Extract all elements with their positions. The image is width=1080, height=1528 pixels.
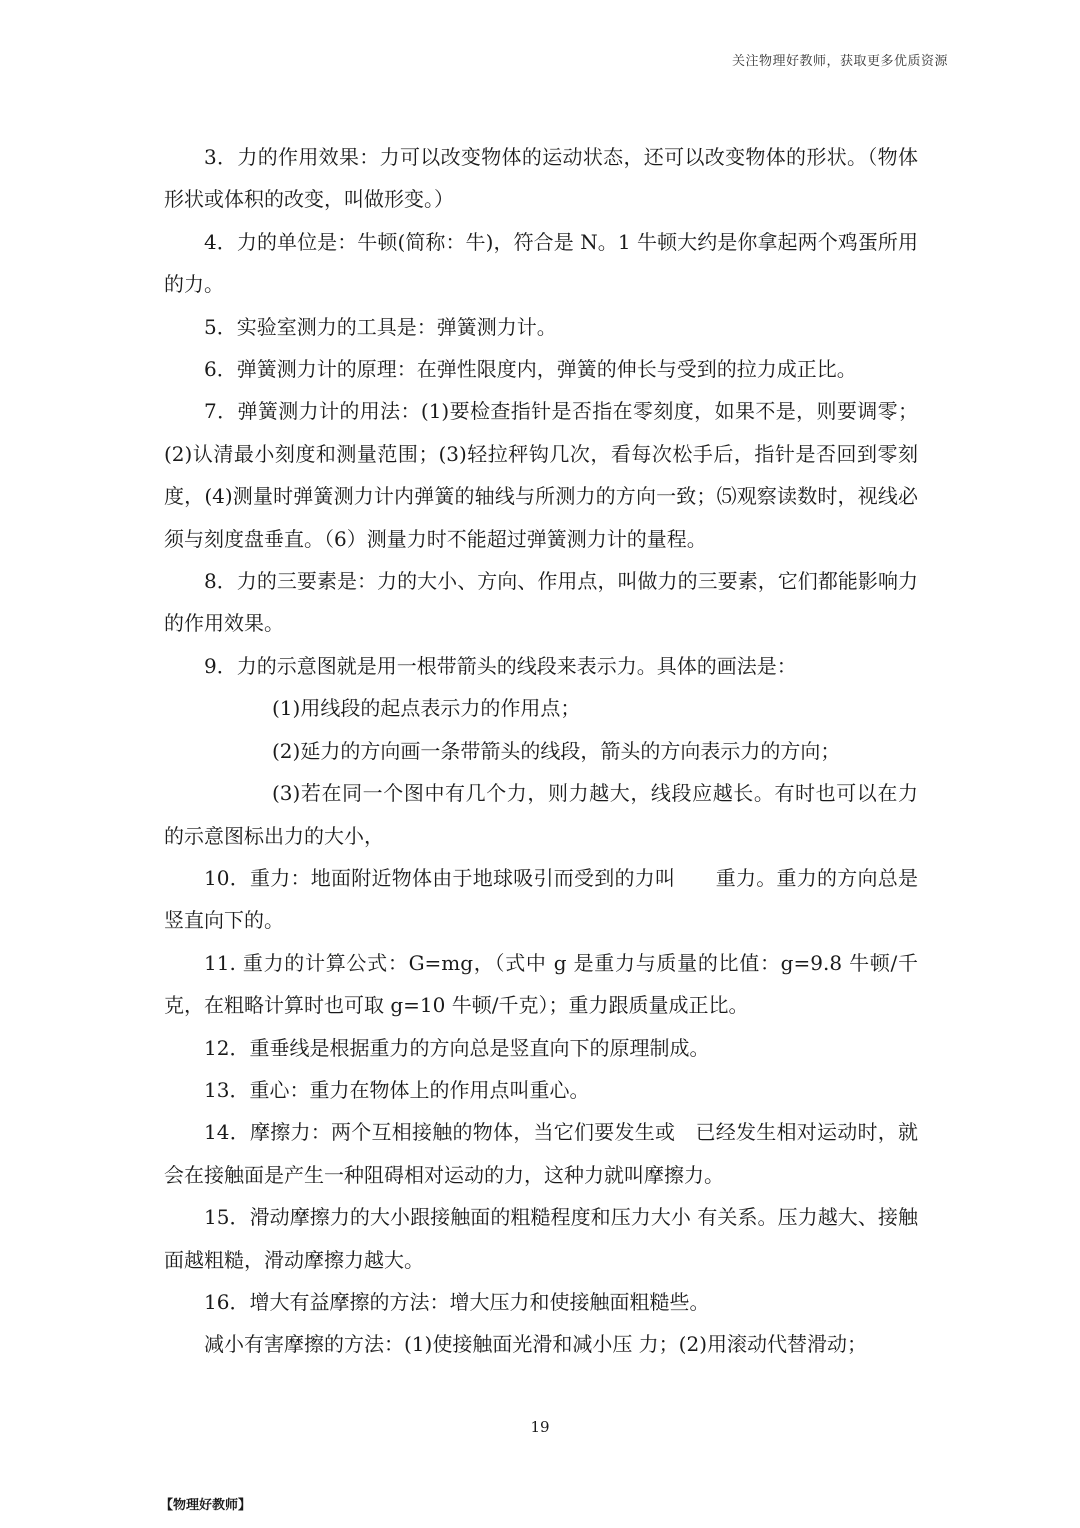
paragraph-5: 5．实验室测力的工具是：弹簧测力计。 bbox=[204, 314, 557, 339]
document-body bbox=[164, 136, 918, 1366]
paragraph-9: 9．力的示意图就是用一根带箭头的线段来表示力。具体的画法是： bbox=[204, 653, 797, 678]
paragraph-6: 6．弹簧测力计的原理：在弹性限度内，弹簧的伸长与受到的拉力成正比。 bbox=[204, 357, 857, 382]
paragraph-16: 16．增大有益摩擦的方法：增大压力和使接触面粗糙些。 bbox=[204, 1289, 710, 1314]
paragraph-12: 12．重垂线是根据重力的方向总是竖直向下的原理制成。 bbox=[204, 1035, 710, 1060]
paragraph-14: 14．摩擦力：两个互相接触的物体，当它们要发生或 已经发生相对运动时，就会在接触面是产生一种阻碍相对运动的力，这种力就叫摩擦力。 bbox=[164, 1120, 918, 1187]
paragraph-16-continued: 减小有害摩擦的方法：(1)使接触面光滑和减小压 力；(2)用滚动代替滑动； bbox=[204, 1332, 868, 1357]
footer-brand: 【物理好教师】 bbox=[160, 1498, 252, 1513]
paragraph-10: 10．重力：地面附近物体由于地球吸引而受到的力叫 重力。重力的方向总是竖直向下的。 bbox=[164, 865, 918, 933]
paragraph-13: 13．重心：重力在物体上的作用点叫重心。 bbox=[204, 1077, 590, 1102]
page-number: 19 bbox=[530, 1418, 550, 1436]
paragraph-7: 7．弹簧测力计的用法：(1)要检查指针是否指在零刻度，如果不是，则要调零；(2)认清最小刻度和测量范围；(3)轻拉秤钩几次，看每次松手后，指针是否回到零刻度，(4)测量时弹簧测力计内弹簧的轴线与所测力的方向一致；⑸观察读数时，视线必须与刻度盘垂直。（6）测量力时不能超过弹簧测力计的量程。 bbox=[164, 399, 918, 551]
paragraph-9-item-2: (2)延力的方向画一条带箭头的线段，箭头的方向表示力的方向； bbox=[272, 738, 841, 763]
paragraph-9-item-3: (3)若在同一个图中有几个力，则力越大，线段应越长。有时也可以在力的示意图标出力的大小， bbox=[164, 781, 918, 848]
paragraph-4: 4．力的单位是：牛顿(简称：牛)，符合是 N。1 牛顿大约是你拿起两个鸡蛋所用的力。 bbox=[164, 229, 918, 297]
paragraph-3: 3．力的作用效果：力可以改变物体的运动状态，还可以改变物体的形状。（物体形状或体积的改变，叫做形变。） bbox=[164, 145, 918, 212]
header-note: 关注物理好教师，获取更多优质资源 bbox=[731, 54, 948, 69]
paragraph-8: 8．力的三要素是：力的大小、方向、作用点，叫做力的三要素，它们都能影响力的作用效果。 bbox=[164, 569, 918, 636]
paragraph-9-item-1: (1)用线段的起点表示力的作用点； bbox=[272, 696, 581, 721]
paragraph-15: 15．滑动摩擦力的大小跟接触面的粗糙程度和压力大小 有关系。压力越大、接触面越粗糙，滑动摩擦力越大。 bbox=[164, 1205, 918, 1272]
paragraph-11: 11. 重力的计算公式：G=mg，（式中 g 是重力与质量的比值：g=9.8 牛顿/千克，在粗略计算时也可取 g=10 牛顿/千克）；重力跟质量成正比。 bbox=[164, 950, 918, 1018]
